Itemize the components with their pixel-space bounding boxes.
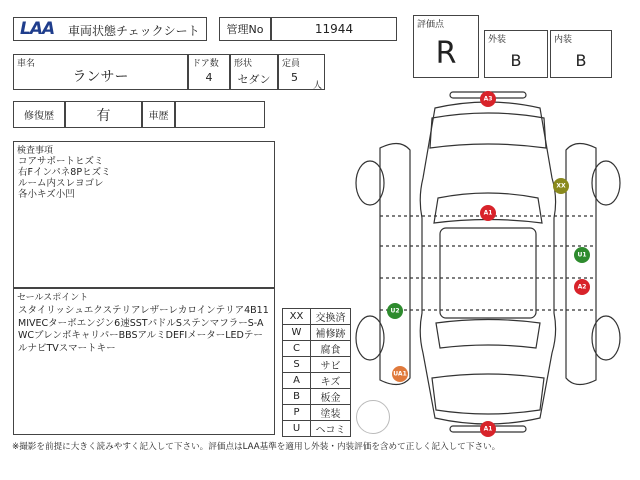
vehicle-name-box: [13, 54, 188, 90]
legend-name: ヘコミ: [311, 421, 351, 437]
legend-name: 補修跡: [311, 325, 351, 341]
logo-box: [13, 17, 207, 41]
mgmt-no-value: 11944: [271, 17, 397, 41]
legend-name: 板金: [311, 389, 351, 405]
legend-code: C: [283, 341, 311, 357]
interior-label: 内装: [554, 35, 573, 45]
footer-note: ※撮影を前提に大きく読みやすく記入して下さい。評価点はLAA基準を適用し外装・内装評価を含めて正しく記入して下さい。: [12, 442, 501, 452]
legend-name: 腐食: [311, 341, 351, 357]
damage-mark-label: XX: [556, 182, 566, 190]
repair-history-value: 有: [65, 101, 142, 128]
legend-name: 交換済: [311, 309, 351, 325]
repair-history-label: 修復歴: [13, 101, 65, 128]
legend-name: サビ: [311, 357, 351, 373]
legend-name: キズ: [311, 373, 351, 389]
shape-box: [230, 54, 278, 90]
grade-box: [413, 15, 479, 78]
vehicle-history-value: [175, 101, 265, 128]
sales-points-label: セールスポイント: [17, 293, 89, 303]
interior-grade-box: [550, 30, 612, 78]
legend-code: XX: [283, 309, 311, 325]
capacity-value: 5: [291, 71, 298, 84]
capacity-box: [278, 54, 325, 90]
sheet-title: 車両状態チェックシート: [68, 24, 200, 38]
inspection-items: コアサポートヒズミ 右Fインパネ8Pヒズミ ルーム内スレヨゴレ 各小キズ小凹: [18, 156, 111, 200]
doors-value: 4: [205, 71, 213, 84]
legend-code: S: [283, 357, 311, 373]
damage-mark-label: A2: [577, 283, 587, 291]
legend-code: P: [283, 405, 311, 421]
vehicle-history-label: 車歴: [142, 101, 175, 128]
exterior-value: B: [510, 51, 522, 70]
shape-value: セダン: [237, 73, 271, 86]
interior-value: B: [575, 51, 587, 70]
shape-label: 形状: [234, 59, 253, 69]
stamp-circle: [356, 400, 390, 434]
doors-label: ドア数: [192, 59, 219, 69]
damage-mark-label: A3: [483, 95, 493, 103]
mgmt-no-label: 管理No: [219, 17, 271, 41]
exterior-grade-box: [484, 30, 548, 78]
sales-points-text: スタイリッシュエクステリアレザーレカロインテリア4B11MIVECターボエンジン6速SSTパドルSステンマフラーS-AWCブレンボキャリパーBBSアルミDEFIメーターLEDテールナビTVスマートキー: [18, 305, 269, 354]
vehicle-name-label: 車名: [17, 59, 36, 69]
vehicle-name-value: ランサー: [72, 69, 129, 85]
inspection-box: [13, 141, 275, 288]
exterior-label: 外装: [488, 35, 507, 45]
legend-code: U: [283, 421, 311, 437]
laa-logo: LAA: [20, 19, 55, 39]
grade-value: R: [435, 36, 457, 71]
legend-code: W: [283, 325, 311, 341]
damage-mark-label: UA1: [393, 370, 407, 378]
damage-mark-label: U2: [390, 307, 400, 315]
sales-points-box: [13, 288, 275, 435]
car-diagram: [340, 88, 630, 438]
capacity-label: 定員: [282, 59, 301, 69]
legend-code: B: [283, 389, 311, 405]
damage-mark-label: A1: [483, 425, 493, 433]
grade-label: 評価点: [417, 20, 445, 30]
damage-marks: [387, 91, 590, 437]
legend-name: 塗装: [311, 405, 351, 421]
damage-mark-label: A1: [483, 209, 493, 217]
capacity-unit: 人: [313, 81, 323, 91]
inspection-label: 検査事項: [17, 146, 54, 156]
legend-code: A: [283, 373, 311, 389]
doors-box: [188, 54, 230, 90]
damage-mark-label: U1: [577, 251, 587, 259]
